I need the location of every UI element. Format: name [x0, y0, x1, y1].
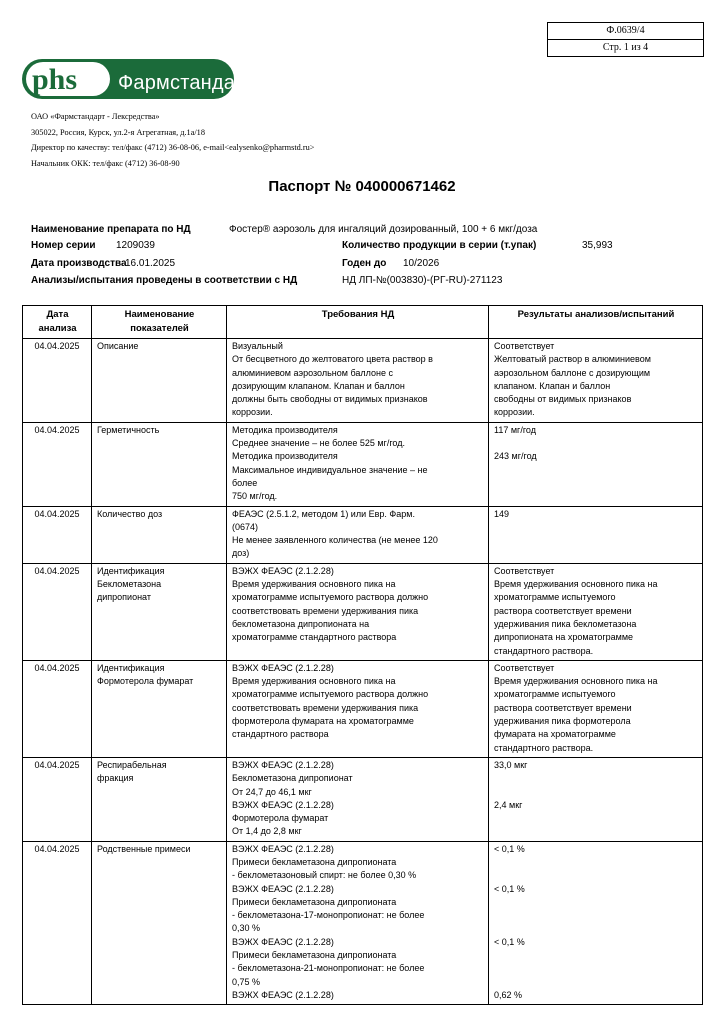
- row-results-line: раствора соответствует времени: [494, 702, 632, 713]
- row-results-line: < 0,1 %: [494, 843, 525, 854]
- row-date: 04.04.2025: [23, 757, 92, 841]
- row-requirements: [227, 660, 489, 757]
- row-requirements-line: должны быть свободны от видимых признаков: [232, 394, 428, 405]
- row-results-line: Соответствует: [494, 662, 555, 673]
- row-requirements: [227, 506, 489, 563]
- row-requirements-line: От 1,4 до 2,8 мкг: [232, 826, 302, 837]
- row-requirements-line: Не менее заявленного количества (не менее 120: [232, 535, 438, 546]
- row-requirements-line: От бесцветного до желтоватого цвета раствор в: [232, 354, 433, 365]
- row-results-line: раствора соответствует времени: [494, 605, 632, 616]
- production-date-value: 16.01.2025: [125, 258, 176, 269]
- row-results-line: [494, 869, 698, 882]
- row-requirements-line: Среднее значение – не более 525 мг/год.: [232, 438, 405, 449]
- row-results: [489, 757, 703, 841]
- row-requirements-line: ВЭЖХ ФЕАЭС (2.1.2.28): [232, 799, 334, 810]
- row-requirements: [227, 841, 489, 1005]
- page-number: Стр. 1 из 4: [548, 39, 703, 56]
- row-requirements-line: хроматограмме испытуемого раствора должно: [232, 592, 429, 603]
- row-results-line: хроматограмме испытуемого: [494, 592, 616, 603]
- row-results-line: [494, 856, 698, 869]
- row-results-line: [494, 772, 698, 785]
- row-date: 04.04.2025: [23, 422, 92, 506]
- row-requirements-line: коррозии.: [232, 407, 273, 418]
- row-indicator-name-line: Идентификация: [97, 565, 165, 576]
- row-requirements-line: Время удерживания основного пика на: [232, 579, 396, 590]
- row-results-line: [494, 909, 698, 922]
- row-results-line: удерживания пика формотерола: [494, 716, 631, 727]
- row-requirements-line: хроматограмме испытуемого раствора должно: [232, 689, 429, 700]
- row-indicator-name-line: дипропионат: [97, 592, 151, 603]
- series-label: Номер серии: [31, 240, 96, 251]
- row-requirements-line: ФЕАЭС (2.5.1.2, методом 1) или Евр. Фарм.: [232, 508, 415, 519]
- header-indicator: Наименование показателей: [92, 306, 227, 339]
- row-indicator-name-line: Количество доз: [97, 508, 163, 519]
- row-requirements-line: ВЭЖХ ФЕАЭС (2.1.2.28): [232, 565, 334, 576]
- row-results-line: < 0,1 %: [494, 883, 525, 894]
- row-requirements-line: дозирующим клапаном. Клапан и баллон: [232, 380, 405, 391]
- row-indicator-name-line: фракция: [97, 773, 134, 784]
- table-row: [23, 660, 703, 757]
- row-results-line: 33,0 мкг: [494, 759, 528, 770]
- organization-info: [31, 109, 314, 171]
- row-results-line: дипропионата на хроматограмме: [494, 632, 634, 643]
- row-results-line: [494, 962, 698, 975]
- row-indicator-name-line: Беклометазона: [97, 579, 162, 590]
- row-indicator-name-line: Герметичность: [97, 424, 160, 435]
- header-results: Результаты анализов/испытаний: [489, 306, 703, 339]
- row-requirements-line: Методика производителя: [232, 424, 338, 435]
- row-requirements-line: соответствовать времени удерживания пика: [232, 605, 419, 616]
- row-results-line: Время удерживания основного пика на: [494, 676, 658, 687]
- row-date: 04.04.2025: [23, 339, 92, 423]
- row-results-line: коррозии.: [494, 407, 535, 418]
- row-date: 04.04.2025: [23, 660, 92, 757]
- row-indicator-name: [92, 339, 227, 423]
- logo-company-name: Фармстандарт: [118, 72, 256, 94]
- table-row: [23, 563, 703, 660]
- row-requirements-line: Визуальный: [232, 341, 283, 351]
- org-line: Начальник ОКК: тел/факс (4712) 36-08-90: [31, 158, 180, 168]
- row-requirements-line: более: [232, 477, 258, 488]
- row-requirements-line: 0,75 %: [232, 976, 261, 987]
- row-requirements-line: Время удерживания основного пика на: [232, 676, 396, 687]
- row-results-line: свободны от видимых признаков: [494, 394, 632, 405]
- row-requirements-line: ВЭЖХ ФЕАЭС (2.1.2.28): [232, 662, 334, 673]
- form-code: Ф.0639/4: [606, 25, 645, 36]
- row-indicator-name-line: Родственные примеси: [97, 843, 191, 854]
- nd-value: НД ЛП-№(003830)-(РГ-RU)-271123: [342, 275, 503, 286]
- row-indicator-name-line: Идентификация: [97, 662, 165, 673]
- row-requirements-line: - беклометазона-21-монопропионат: не более: [232, 963, 425, 974]
- row-requirements-line: Примеси бекламетазона дипропионата: [232, 896, 397, 907]
- row-results-line: Соответствует: [494, 565, 555, 576]
- row-results-line: аэрозольном баллоне с дозирующим: [494, 367, 651, 378]
- org-line: Директор по качеству: тел/факс (4712) 36-08-06, e-mail<ealysenko@pharmstd.ru>: [31, 143, 315, 152]
- row-requirements-line: ВЭЖХ ФЕАЭС (2.1.2.28): [232, 759, 334, 770]
- form-code-box: [547, 22, 704, 57]
- row-requirements-line: 750 мг/год.: [232, 491, 278, 502]
- org-line: ОАО «Фармстандарт - Лексредства»: [31, 112, 160, 121]
- row-results: [489, 339, 703, 423]
- table-row: [23, 422, 703, 506]
- row-requirements-line: Беклометазона дипропионат: [232, 773, 353, 784]
- row-results-line: [494, 896, 698, 909]
- row-requirements-line: Формотерола фумарат: [232, 813, 329, 824]
- row-indicator-name: [92, 841, 227, 1005]
- org-line: 305022, Россия, Курск, ул.2-я Агрегатная, д.1а/18: [31, 127, 205, 137]
- row-requirements-line: соответствовать времени удерживания пика: [232, 702, 419, 713]
- row-results: [489, 506, 703, 563]
- expiry-label: Годен до: [342, 258, 387, 269]
- row-requirements-line: Примеси бекламетазона дипропионата: [232, 950, 397, 961]
- row-results-line: стандартного раствора.: [494, 645, 594, 656]
- row-date: 04.04.2025: [23, 841, 92, 1005]
- row-indicator-name-line: Формотерола фумарат: [97, 676, 194, 687]
- row-requirements-line: ВЭЖХ ФЕАЭС (2.1.2.28): [232, 883, 334, 894]
- product-name-label: Наименование препарата по НД: [31, 224, 191, 235]
- row-results-line: < 0,1 %: [494, 936, 525, 947]
- product-name-value: Фостер® аэрозоль для ингаляций дозированный, 100 + 6 мкг/доза: [229, 224, 538, 235]
- row-requirements-line: ВЭЖХ ФЕАЭС (2.1.2.28): [232, 989, 334, 1000]
- company-logo: [22, 56, 256, 100]
- row-requirements-line: стандартного раствора: [232, 729, 329, 740]
- row-requirements-line: (0674): [232, 521, 259, 532]
- results-table: [22, 305, 703, 1005]
- row-results-line: [494, 437, 698, 450]
- row-requirements-line: доз): [232, 548, 250, 559]
- row-results-line: [494, 949, 698, 962]
- row-results: [489, 660, 703, 757]
- row-results: [489, 422, 703, 506]
- row-results-line: 149: [494, 508, 510, 519]
- row-indicator-name: [92, 506, 227, 563]
- row-results-line: [494, 922, 698, 935]
- row-results-line: Время удерживания основного пика на: [494, 579, 658, 590]
- quantity-label: Количество продукции в серии (т.упак): [342, 240, 537, 251]
- row-indicator-name: [92, 660, 227, 757]
- row-date: 04.04.2025: [23, 506, 92, 563]
- row-results-line: 2,4 мкг: [494, 799, 523, 810]
- row-requirements-line: ВЭЖХ ФЕАЭС (2.1.2.28): [232, 843, 334, 854]
- series-value: 1209039: [116, 240, 155, 251]
- row-requirements: [227, 757, 489, 841]
- row-requirements-line: Максимальное индивидуальное значение – не: [232, 464, 428, 475]
- svg-text:phs: phs: [32, 63, 78, 96]
- quantity-value: 35,993: [582, 240, 613, 251]
- row-results-line: удерживания пика беклометазона: [494, 618, 637, 629]
- row-results-line: 243 мг/год: [494, 451, 537, 462]
- row-results: [489, 841, 703, 1005]
- row-requirements-line: - беклометазоновый спирт: не более 0,30 %: [232, 870, 417, 881]
- row-indicator-name: [92, 757, 227, 841]
- table-row: [23, 506, 703, 563]
- row-requirements-line: формотерола фумарата на хроматограмме: [232, 716, 414, 727]
- row-indicator-name-line: Описание: [97, 341, 139, 351]
- row-results-line: [494, 976, 698, 989]
- header-date: Дата анализа: [23, 306, 92, 339]
- row-requirements-line: Методика производителя: [232, 451, 338, 462]
- row-requirements-line: ВЭЖХ ФЕАЭС (2.1.2.28): [232, 936, 334, 947]
- row-requirements-line: беклометазона дипропионата на: [232, 618, 370, 629]
- row-requirements-line: хроматограмме стандартного раствора: [232, 632, 397, 643]
- table-row: [23, 339, 703, 423]
- document-title: Паспорт № 040000671462: [268, 178, 456, 195]
- row-indicator-name: [92, 563, 227, 660]
- row-results-line: фумарата на хроматограмме: [494, 729, 616, 740]
- row-results-line: Желтоватый раствор в алюминиевом: [494, 354, 651, 365]
- row-indicator-name-line: Респирабельная: [97, 759, 167, 770]
- row-requirements: [227, 339, 489, 423]
- row-requirements-line: алюминиевом аэрозольном баллоне с: [232, 367, 393, 378]
- row-date: 04.04.2025: [23, 563, 92, 660]
- row-results-line: стандартного раствора.: [494, 742, 594, 753]
- header-requirements: Требования НД: [227, 306, 489, 339]
- row-requirements-line: 0,30 %: [232, 923, 261, 934]
- row-results-line: [494, 786, 698, 799]
- row-requirements-line: Примеси бекламетазона дипропионата: [232, 856, 397, 867]
- row-requirements-line: От 24,7 до 46,1 мкг: [232, 786, 312, 797]
- row-results-line: клапаном. Клапан и баллон: [494, 380, 611, 391]
- table-row: [23, 757, 703, 841]
- row-requirements: [227, 422, 489, 506]
- table-body: [23, 339, 703, 1005]
- row-results-line: 117 мг/год: [494, 424, 536, 435]
- row-results: [489, 563, 703, 660]
- analysis-label: Анализы/испытания проведены в соответствии с НД: [31, 275, 298, 286]
- row-results-line: 0,62 %: [494, 989, 523, 1000]
- table-header-row: [23, 306, 703, 339]
- expiry-value: 10/2026: [403, 258, 440, 269]
- production-date-label: Дата производства: [31, 258, 127, 269]
- row-results-line: хроматограмме испытуемого: [494, 689, 616, 700]
- row-requirements: [227, 563, 489, 660]
- row-requirements-line: - беклометазона-17-монопропионат: не более: [232, 910, 425, 921]
- row-indicator-name: [92, 422, 227, 506]
- row-results-line: Соответствует: [494, 341, 555, 351]
- table-row: [23, 841, 703, 1005]
